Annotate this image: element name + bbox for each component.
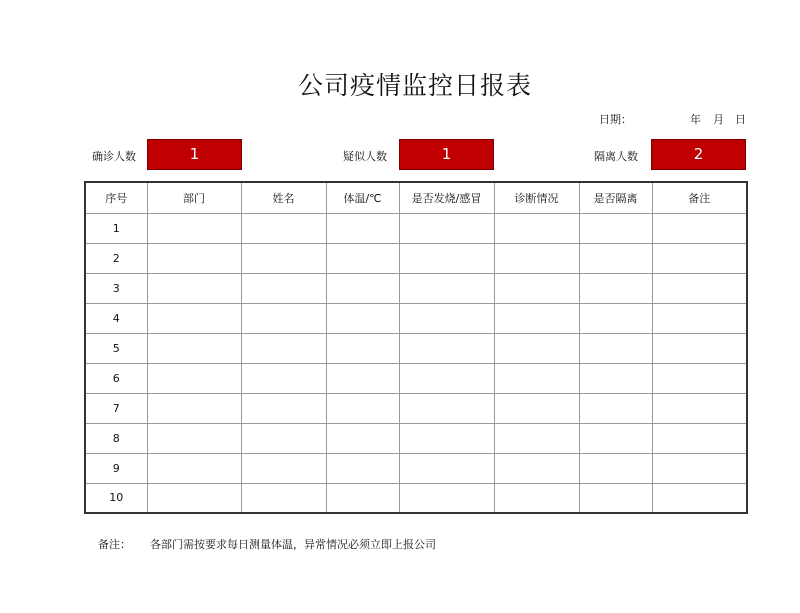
cell-diagnosis[interactable]: [494, 453, 579, 483]
table-row: [85, 273, 747, 303]
cell-isolation[interactable]: [579, 273, 652, 303]
cell-index: 1: [85, 213, 147, 243]
cell-temperature[interactable]: [326, 393, 399, 423]
cell-name[interactable]: [241, 453, 326, 483]
cell-department[interactable]: [147, 303, 241, 333]
cell-department[interactable]: [147, 453, 241, 483]
cell-fever[interactable]: [399, 483, 494, 513]
table-row: [85, 213, 747, 243]
cell-remarks[interactable]: [652, 483, 747, 513]
cell-isolation[interactable]: [579, 423, 652, 453]
cell-department[interactable]: [147, 393, 241, 423]
cell-diagnosis[interactable]: [494, 243, 579, 273]
cell-isolation[interactable]: [579, 483, 652, 513]
header-fever: 是否发烧/感冒: [399, 182, 494, 213]
cell-remarks[interactable]: [652, 393, 747, 423]
report-table: [84, 181, 748, 514]
cell-diagnosis[interactable]: [494, 423, 579, 453]
table-row: [85, 393, 747, 423]
cell-index: 5: [85, 333, 147, 363]
cell-department[interactable]: [147, 243, 241, 273]
table-row: [85, 423, 747, 453]
cell-temperature[interactable]: [326, 423, 399, 453]
header-department: 部门: [147, 182, 241, 213]
cell-temperature[interactable]: [326, 273, 399, 303]
cell-temperature[interactable]: [326, 363, 399, 393]
cell-index: 6: [85, 363, 147, 393]
cell-isolation[interactable]: [579, 243, 652, 273]
table-row: [85, 483, 747, 513]
cell-fever[interactable]: [399, 333, 494, 363]
table-row: [85, 453, 747, 483]
cell-index: 8: [85, 423, 147, 453]
cell-fever[interactable]: [399, 453, 494, 483]
cell-temperature[interactable]: [326, 213, 399, 243]
cell-name[interactable]: [241, 363, 326, 393]
cell-diagnosis[interactable]: [494, 363, 579, 393]
cell-remarks[interactable]: [652, 273, 747, 303]
date-day: 日: [735, 113, 746, 126]
header-temperature: 体温/℃: [326, 182, 399, 213]
cell-remarks[interactable]: [652, 363, 747, 393]
cell-temperature[interactable]: [326, 483, 399, 513]
cell-diagnosis[interactable]: [494, 483, 579, 513]
cell-temperature[interactable]: [326, 243, 399, 273]
cell-index: 9: [85, 453, 147, 483]
cell-fever[interactable]: [399, 303, 494, 333]
cell-name[interactable]: [241, 393, 326, 423]
cell-temperature[interactable]: [326, 453, 399, 483]
cell-fever[interactable]: [399, 243, 494, 273]
cell-diagnosis[interactable]: [494, 333, 579, 363]
isolated-count-cell[interactable]: 2: [651, 139, 746, 170]
cell-diagnosis[interactable]: [494, 303, 579, 333]
cell-remarks[interactable]: [652, 213, 747, 243]
cell-isolation[interactable]: [579, 453, 652, 483]
cell-index: 7: [85, 393, 147, 423]
cell-name[interactable]: [241, 483, 326, 513]
cell-department[interactable]: [147, 333, 241, 363]
cell-name[interactable]: [241, 243, 326, 273]
table-row: [85, 243, 747, 273]
date-year: 年: [690, 113, 701, 126]
cell-fever[interactable]: [399, 273, 494, 303]
cell-department[interactable]: [147, 273, 241, 303]
header-diagnosis: 诊断情况: [494, 182, 579, 213]
note-text: 各部门需按要求每日测量体温，异常情况必须立即上报公司: [150, 538, 436, 551]
cell-name[interactable]: [241, 273, 326, 303]
cell-index: 3: [85, 273, 147, 303]
cell-department[interactable]: [147, 483, 241, 513]
suspected-label: 疑似人数: [343, 150, 387, 163]
cell-name[interactable]: [241, 423, 326, 453]
header-index: 序号: [85, 182, 147, 213]
cell-diagnosis[interactable]: [494, 393, 579, 423]
cell-isolation[interactable]: [579, 393, 652, 423]
cell-name[interactable]: [241, 333, 326, 363]
table-row: [85, 303, 747, 333]
suspected-count-cell[interactable]: 1: [399, 139, 494, 170]
header-name: 姓名: [241, 182, 326, 213]
page-title: 公司疫情监控日报表: [297, 71, 532, 100]
cell-remarks[interactable]: [652, 333, 747, 363]
cell-isolation[interactable]: [579, 333, 652, 363]
header-remarks: 备注: [652, 182, 747, 213]
table-row: [85, 333, 747, 363]
cell-department[interactable]: [147, 363, 241, 393]
cell-index: 10: [85, 483, 147, 513]
confirmed-label: 确诊人数: [92, 150, 136, 163]
cell-remarks[interactable]: [652, 303, 747, 333]
isolated-label: 隔离人数: [594, 150, 638, 163]
table-row: [85, 363, 747, 393]
date-month: 月: [713, 113, 724, 126]
cell-remarks[interactable]: [652, 423, 747, 453]
cell-diagnosis[interactable]: [494, 213, 579, 243]
cell-temperature[interactable]: [326, 333, 399, 363]
cell-name[interactable]: [241, 213, 326, 243]
cell-remarks[interactable]: [652, 243, 747, 273]
cell-index: 2: [85, 243, 147, 273]
cell-name[interactable]: [241, 303, 326, 333]
cell-isolation[interactable]: [579, 363, 652, 393]
cell-department[interactable]: [147, 423, 241, 453]
cell-isolation[interactable]: [579, 213, 652, 243]
cell-fever[interactable]: [399, 363, 494, 393]
cell-isolation[interactable]: [579, 303, 652, 333]
header-isolation: 是否隔离: [579, 182, 652, 213]
cell-diagnosis[interactable]: [494, 273, 579, 303]
confirmed-count-cell[interactable]: 1: [147, 139, 242, 170]
note-label: 备注：: [98, 538, 131, 551]
table-header-row: [85, 182, 747, 213]
cell-index: 4: [85, 303, 147, 333]
cell-fever[interactable]: [399, 393, 494, 423]
cell-remarks[interactable]: [652, 453, 747, 483]
date-label: 日期：: [599, 113, 632, 126]
cell-department[interactable]: [147, 213, 241, 243]
cell-fever[interactable]: [399, 423, 494, 453]
cell-temperature[interactable]: [326, 303, 399, 333]
cell-fever[interactable]: [399, 213, 494, 243]
